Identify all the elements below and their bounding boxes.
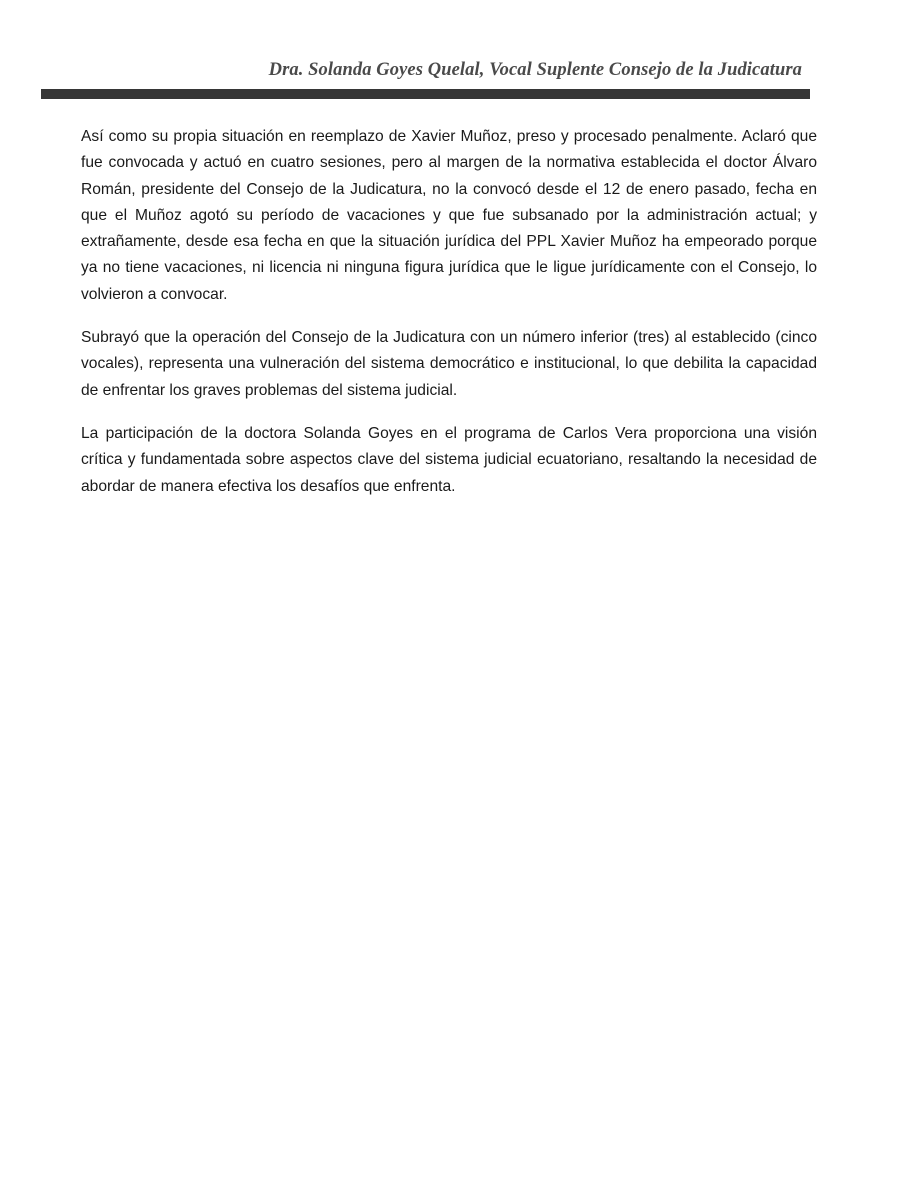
- header-divider: [41, 89, 810, 99]
- document-body: [81, 124, 817, 517]
- paragraph-3: La participación de la doctora Solanda Goyes en el programa de Carlos Vera proporciona una visión crítica y fundamentada sobre aspectos clave del sistema judicial ecuatoriano, resaltando la necesidad de abordar de manera efectiva los desafíos que enfrenta.: [81, 424, 817, 495]
- page-header-title: Dra. Solanda Goyes Quelal, Vocal Suplente Consejo de la Judicatura: [268, 60, 802, 80]
- paragraph-1: Así como su propia situación en reemplazo de Xavier Muñoz, preso y procesado penalmente. Aclaró que fue convocada y actuó en cuatro sesiones, pero al margen de la normativa establecida el doctor Álvaro Román, presidente del Consejo de la Judicatura, no la convocó desde el 12 de enero pasado, fecha en que el Muñoz agotó su período de vacaciones y que fue subsanado por la administración actual; y extrañamente, desde esa fecha en que la situación jurídica del PPL Xavier Muñoz ha empeorado porque ya no tiene vacaciones, ni licencia ni ninguna figura jurídica que le ligue jurídicamente con el Consejo, lo volvieron a convocar.: [81, 128, 817, 303]
- paragraph-2: Subrayó que la operación del Consejo de la Judicatura con un número inferior (tres) al establecido (cinco vocales), representa una vulneración del sistema democrático e institucional, lo que debilita la capacidad de enfrentar los graves problemas del sistema judicial.: [81, 329, 817, 399]
